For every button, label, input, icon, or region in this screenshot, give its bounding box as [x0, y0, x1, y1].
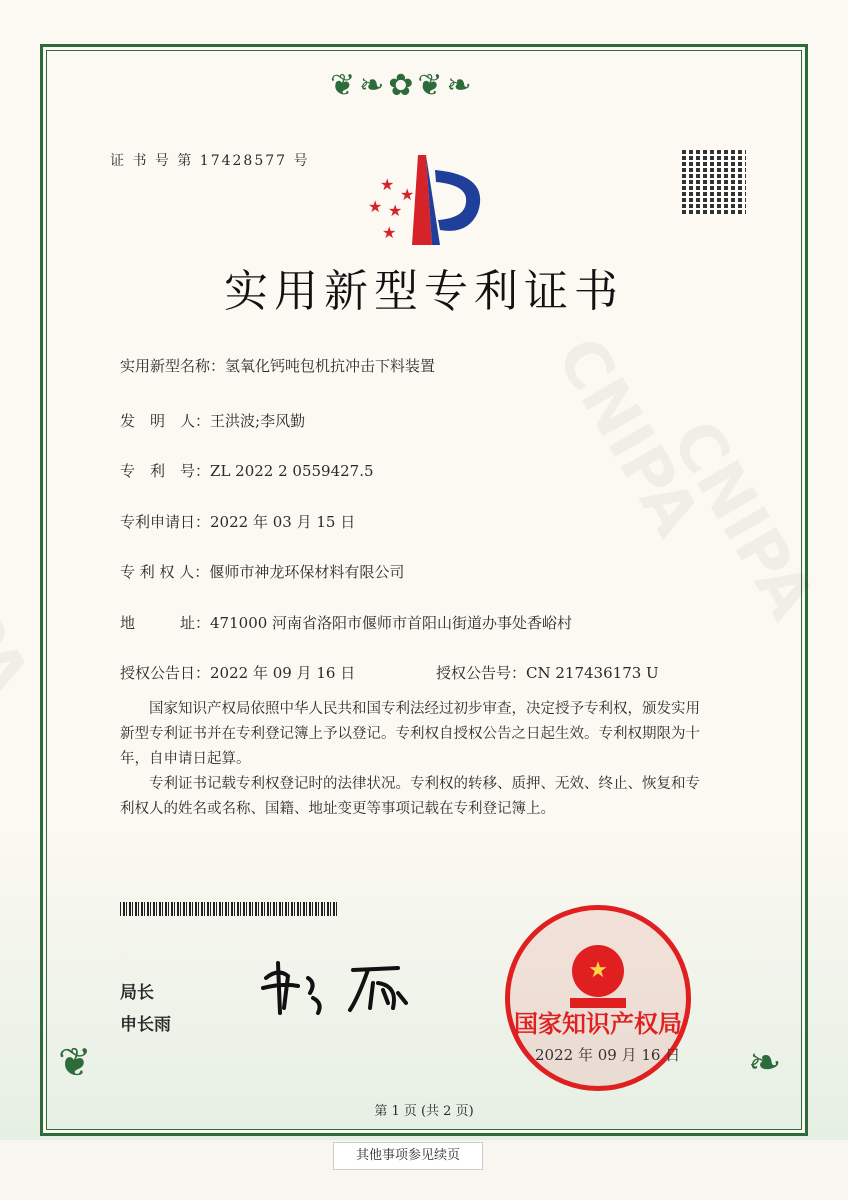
field-grant-date	[120, 662, 355, 683]
text-line: 新型专利证书并在专利登记簿上予以登记。专利权自授权公告之日起生效。专利权期限为十	[120, 726, 700, 742]
document-title: 实用新型专利证书	[224, 266, 624, 317]
national-emblem-icon: ★	[572, 945, 624, 997]
field-label: 发 明 人：	[120, 412, 211, 430]
field-label: 实用新型名称：	[120, 357, 226, 375]
paragraph-legal-status	[120, 772, 780, 822]
watermark	[0, 485, 43, 708]
field-value: 471000 河南省洛阳市偃师市首阳山街道办事处香峪村	[210, 614, 573, 632]
field-value: 偃师市神龙环保材料有限公司	[209, 563, 405, 581]
text-line: 利权人的姓名或名称、国籍、地址变更等事项记载在专利登记簿上。	[120, 801, 555, 817]
field-grant-number	[436, 662, 659, 683]
director-signature	[258, 958, 438, 1018]
continuation-note: 其他事项参见续页	[333, 1142, 483, 1170]
bottom-right-ornament: ❧	[748, 1040, 782, 1086]
field-label: 专利申请日：	[120, 513, 211, 531]
text-line: 年，自申请日起算。	[120, 751, 251, 767]
barcode	[120, 902, 338, 916]
svg-text:★: ★	[388, 201, 403, 220]
paragraph-grant	[120, 697, 780, 772]
bottom-left-ornament: ❦	[58, 1040, 92, 1086]
svg-text:★: ★	[400, 185, 415, 204]
text-line: 专利证书记载专利权登记时的法律状况。专利权的转移、质押、无效、终止、恢复和专	[120, 776, 700, 792]
director-title: 局长	[120, 983, 154, 1003]
field-value: 2022 年 09 月 16 日	[210, 664, 356, 682]
page-number: 第 1 页 (共 2 页)	[374, 1104, 474, 1119]
field-value: 2022 年 03 月 15 日	[210, 513, 356, 531]
certificate-number: 证 书 号 第 17428577 号	[110, 153, 310, 169]
cnipa-logo	[360, 150, 490, 245]
field-application-date	[120, 511, 355, 532]
field-address	[120, 612, 572, 633]
watermark	[0, 1005, 43, 1140]
top-ornament: ❦❧✿❦❧	[330, 68, 476, 103]
field-label: 专 利 权 人：	[120, 563, 210, 581]
field-value: 氢氧化钙吨包机抗冲击下料装置	[225, 357, 436, 375]
svg-text:★: ★	[368, 197, 383, 216]
field-label: 授权公告日：	[120, 664, 211, 682]
field-inventors	[120, 410, 305, 431]
qr-code	[682, 150, 746, 214]
field-value: ZL 2022 2 0559427.5	[210, 462, 374, 480]
svg-text:★: ★	[382, 223, 397, 242]
field-patentee	[120, 561, 404, 582]
field-label: 地 址：	[120, 614, 211, 632]
field-label: 授权公告号：	[436, 664, 527, 682]
field-utility-model-name	[120, 355, 435, 376]
director-name: 申长雨	[120, 1015, 171, 1035]
emblem-base	[570, 998, 626, 1008]
field-value: CN 217436173 U	[526, 664, 659, 682]
seal-text: 国家知识产权局	[514, 1010, 682, 1038]
svg-text:★: ★	[380, 175, 395, 194]
field-label: 专 利 号：	[120, 462, 211, 480]
text-line: 国家知识产权局依照中华人民共和国专利法经过初步审查，决定授予专利权，颁发实用	[120, 701, 700, 717]
field-value: 王洪波;李风勤	[210, 412, 306, 430]
seal-date: 2022 年 09 月 16 日	[535, 1046, 681, 1064]
field-patent-number	[120, 460, 374, 481]
